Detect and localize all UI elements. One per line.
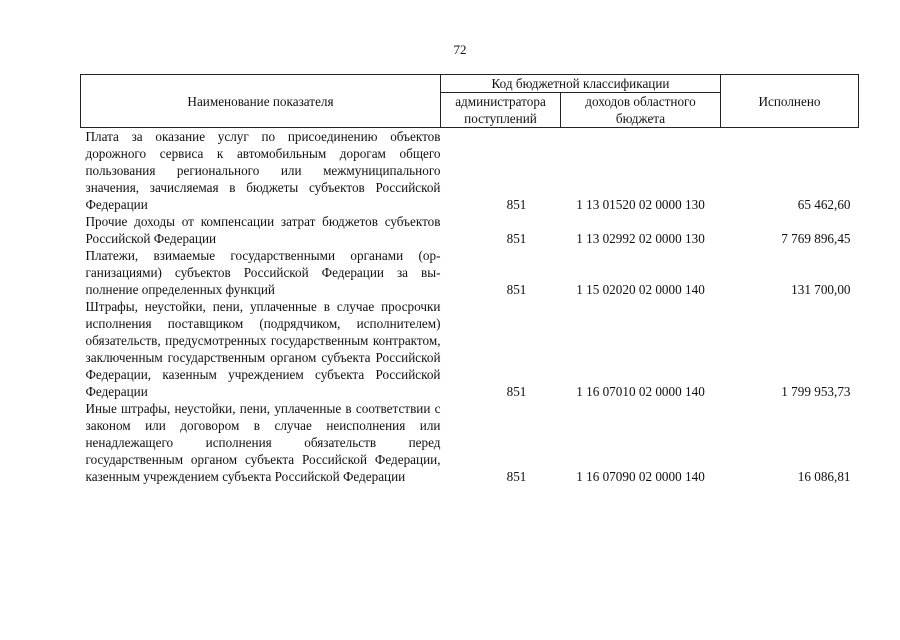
table-body: [81, 128, 859, 486]
table-row: [81, 247, 859, 298]
row-executed-amount: 7 769 896,45: [781, 231, 851, 246]
row-indicator-name: Платежи, взимаемые государственными органами (организациями) субъектов Российской Федерации за выполнение определенных функций: [85, 248, 441, 297]
table-row: [81, 400, 859, 485]
row-administrator-code: 851: [506, 282, 527, 297]
row-administrator-code: 851: [506, 231, 527, 246]
header-income-code: доходов областного бюджета: [561, 93, 721, 128]
header-indicator-name: Наименование показателя: [81, 75, 441, 128]
table-row: [81, 128, 859, 214]
row-administrator-code: 851: [506, 384, 527, 399]
header-budget-code-group: Код бюджетной классификации: [441, 75, 721, 93]
table-row: [81, 213, 859, 247]
row-indicator-name: Штрафы, неустойки, пени, уплаченные в случае просрочки исполнения поставщиком (подрядчиком, исполнителем) обязательств, предусмотренных государственным контрактом, заключенным государственным органом субъекта Российской Федерации, казенным учреждением субъекта Российской Федерации: [85, 299, 441, 399]
row-income-code: 1 16 07010 02 0000 140: [576, 384, 705, 399]
row-income-code: 1 13 02992 02 0000 130: [576, 231, 705, 246]
row-income-code: 1 13 01520 02 0000 130: [576, 197, 705, 212]
row-indicator-name: Плата за оказание услуг по присоединению объектов дорожного сервиса к автомобильным дорогам общего пользования регионального или межмуниципального значения, зачисляемая в бюджеты субъектов Российской Федерации: [85, 129, 441, 212]
row-executed-amount: 131 700,00: [791, 282, 851, 297]
row-executed-amount: 1 799 953,73: [781, 384, 851, 399]
row-indicator-name: Иные штрафы, неустойки, пени, уплаченные в соответствии с законом или договором в случае неисполнения или ненадлежащего исполнения обязательств перед государственным органом субъекта Российской Федерации, казенным учреждением субъекта Российской Федерации: [85, 401, 441, 484]
table-row: [81, 298, 859, 400]
row-executed-amount: 16 086,81: [797, 469, 851, 484]
table-header: [81, 75, 859, 128]
row-income-code: 1 15 02020 02 0000 140: [576, 282, 705, 297]
row-executed-amount: 65 462,60: [797, 197, 851, 212]
row-administrator-code: 851: [506, 469, 527, 484]
page-number: 72: [453, 42, 467, 57]
header-executed: Исполнено: [721, 75, 859, 128]
row-administrator-code: 851: [506, 197, 527, 212]
budget-revenue-table: [80, 74, 859, 485]
row-income-code: 1 16 07090 02 0000 140: [576, 469, 705, 484]
header-administrator: администратора поступлений: [441, 93, 561, 128]
row-indicator-name: Прочие доходы от компенсации затрат бюджетов субъектов Российской Федерации: [85, 214, 441, 246]
